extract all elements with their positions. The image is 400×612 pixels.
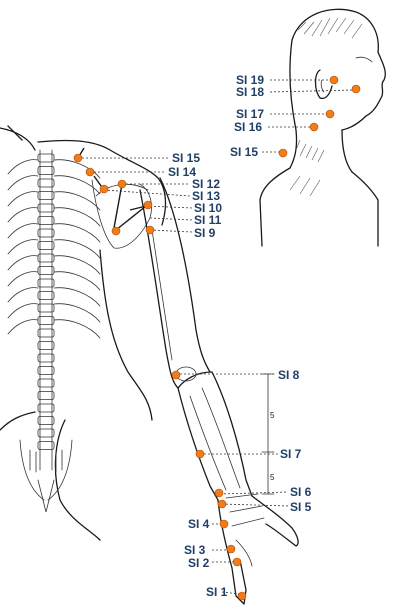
- point-si6[interactable]: [215, 489, 223, 497]
- head-illustration: [260, 9, 385, 246]
- point-si18[interactable]: [352, 85, 360, 93]
- rib: [8, 240, 38, 254]
- arm-illustration: [140, 178, 298, 604]
- point-si16[interactable]: [310, 123, 318, 131]
- label-si10: SI 10: [194, 201, 223, 215]
- label-si9: SI 9: [194, 226, 216, 240]
- label-si1: SI 1: [206, 585, 228, 599]
- label-si4: SI 4: [188, 517, 210, 531]
- spine: [40, 150, 52, 470]
- label-si3: SI 3: [184, 543, 206, 557]
- rib: [8, 272, 38, 286]
- rib: [8, 224, 38, 238]
- rib: [8, 176, 38, 190]
- label-si12: SI 12: [192, 177, 221, 191]
- rib: [54, 240, 100, 258]
- rib: [8, 208, 38, 222]
- point-labels: [168, 73, 312, 599]
- point-si12[interactable]: [118, 180, 126, 188]
- measure-mark-lower: 5: [270, 473, 275, 482]
- label-si17: SI 17: [236, 107, 265, 121]
- label-si11: SI 11: [194, 213, 222, 227]
- point-si11[interactable]: [146, 226, 154, 234]
- label-si14: SI 14: [168, 165, 197, 179]
- label-si7: SI 7: [280, 447, 302, 461]
- point-si15-head[interactable]: [279, 149, 287, 157]
- point-si5[interactable]: [218, 500, 226, 508]
- point-si19[interactable]: [330, 76, 338, 84]
- rib: [8, 288, 38, 302]
- rib: [8, 160, 38, 174]
- rib: [54, 288, 100, 306]
- rib: [8, 304, 38, 318]
- point-si7[interactable]: [196, 450, 204, 458]
- rib: [54, 320, 100, 338]
- point-si2[interactable]: [233, 558, 241, 566]
- point-si14[interactable]: [86, 168, 94, 176]
- point-si10[interactable]: [144, 201, 152, 209]
- leader-lines: [78, 80, 354, 594]
- rib: [8, 192, 38, 206]
- rib: [8, 256, 38, 270]
- label-si2: SI 2: [188, 556, 210, 570]
- point-si13[interactable]: [100, 185, 108, 193]
- label-si15: SI 15: [172, 151, 201, 165]
- label-si5: SI 5: [290, 500, 312, 514]
- label-si8: SI 8: [278, 368, 300, 382]
- rib: [54, 256, 100, 274]
- point-si8[interactable]: [172, 371, 180, 379]
- torso-illustration: [0, 126, 165, 540]
- rib: [54, 304, 100, 322]
- point-si15[interactable]: [74, 154, 82, 162]
- measure-bar: [262, 374, 275, 494]
- label-si19: SI 19: [236, 73, 265, 87]
- label-si6: SI 6: [290, 485, 312, 499]
- rib: [54, 176, 100, 194]
- point-si1[interactable]: [238, 592, 246, 600]
- rib: [54, 272, 100, 290]
- rib: [54, 160, 100, 178]
- point-si17[interactable]: [326, 110, 334, 118]
- measure-mark-upper: 5: [270, 411, 275, 420]
- point-si3[interactable]: [227, 545, 235, 553]
- label-si18: SI 18: [236, 85, 265, 99]
- rib: [54, 208, 100, 226]
- point-si4[interactable]: [220, 520, 228, 528]
- point-si9[interactable]: [112, 227, 120, 235]
- rib: [54, 224, 100, 242]
- rib: [54, 192, 100, 210]
- rib: [8, 320, 38, 334]
- label-si15-head: SI 15: [230, 145, 259, 159]
- label-si13: SI 13: [192, 189, 221, 203]
- label-si16: SI 16: [234, 120, 263, 134]
